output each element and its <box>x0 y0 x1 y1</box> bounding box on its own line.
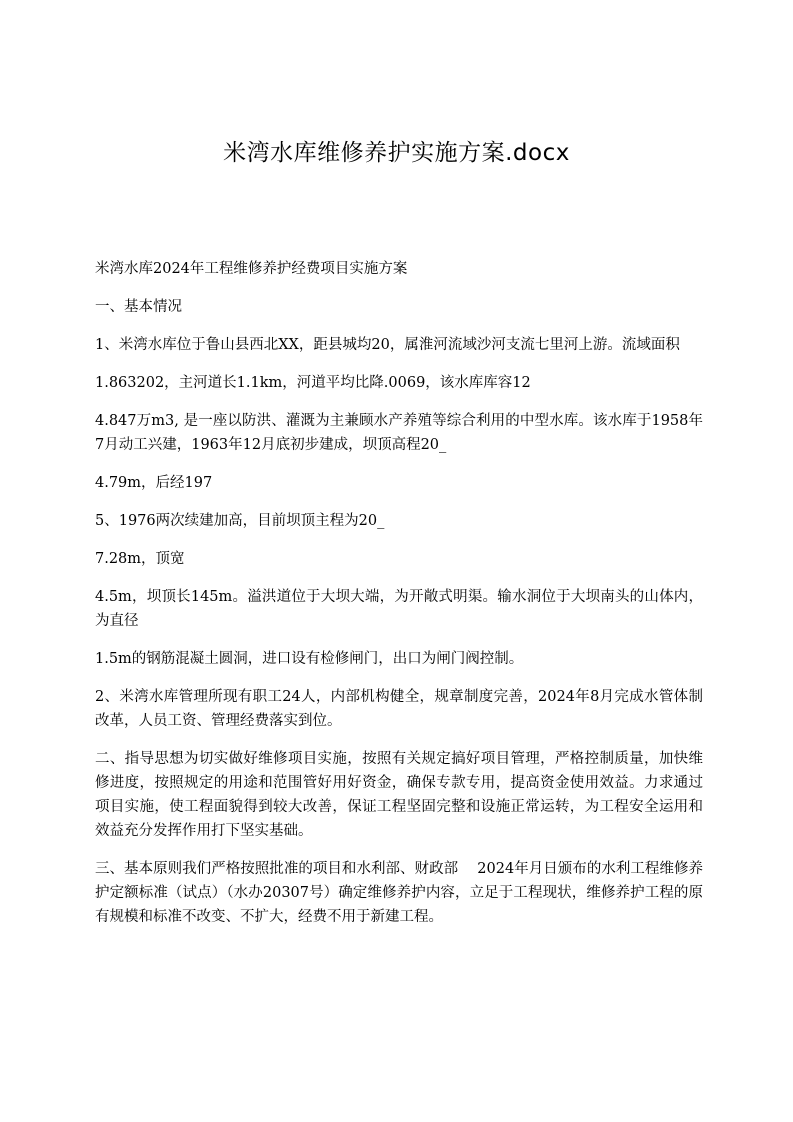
paragraph-capacity: 4.847万m3, 是一座以防洪、灌溉为主兼顾水产养殖等综合利用的中型水库。该水库于1958年7月动工兴建，1963年12月底初步建成，坝顶高程20_ <box>95 413 703 453</box>
paragraph-culvert: 1.5m的钢筋混凝土圆洞，进口设有检修闸门，出口为闸门阀控制。 <box>95 651 524 667</box>
paragraph-spillway: 4.5m，坝顶长145m。溢洪道位于大坝大端，为开敞式明渠。输水洞位于大坝南头的山体内，为直径 <box>95 589 703 629</box>
paragraph-basic-principles: 三、基本原则我们严格按照批准的项目和水利部、财政部 2024年月日颁布的水利工程维修养护定额标准（试点）（水办20307号）确定维修养护内容，立足于工程现状，维修养护工程的原有规模和标准不改变、不扩大，经费不用于新建工程。 <box>95 861 703 925</box>
paragraph-expansion: 5、1976两次续建加高，目前坝顶主程为20_ <box>95 513 385 529</box>
paragraph-crest-width: 7.28m，顶宽 <box>95 551 185 567</box>
paragraph-height-1: 4.79m，后经197 <box>95 475 213 491</box>
paragraph-river-length: 1.863202，主河道长1.1km，河道平均比降.0069，该水库库容12 <box>95 375 531 391</box>
paragraph-guiding-ideology: 二、指导思想为切实做好维修项目实施，按照有关规定搞好项目管理，严格控制质量，加快维修进度，按照规定的用途和范围管好用好资金，确保专款专用，提高资金使用效益。力求通过项目实施，使工程面貌得到较大改善，保证工程坚固完整和设施正常运转，为工程安全运用和效益充分发挥作用打下坚实基础。 <box>95 751 703 839</box>
paragraph-location: 1、米湾水库位于鲁山县西北XX，距县城均20，属淮河流域沙河支流七里河上游。流域面积 <box>95 337 680 353</box>
paragraph-management: 2、米湾水库管理所现有职工24人，内部机构健全，规章制度完善，2024年8月完成水管体制改革，人员工资、管理经费落实到位。 <box>95 689 703 729</box>
paragraph-section-basic: 一、基本情况 <box>95 299 182 315</box>
document-title: 米湾水库维修养护实施方案.docx <box>223 140 570 166</box>
document-body <box>95 257 703 943</box>
paragraph-project-title: 米湾水库2024年工程维修养护经费项目实施方案 <box>95 261 408 277</box>
